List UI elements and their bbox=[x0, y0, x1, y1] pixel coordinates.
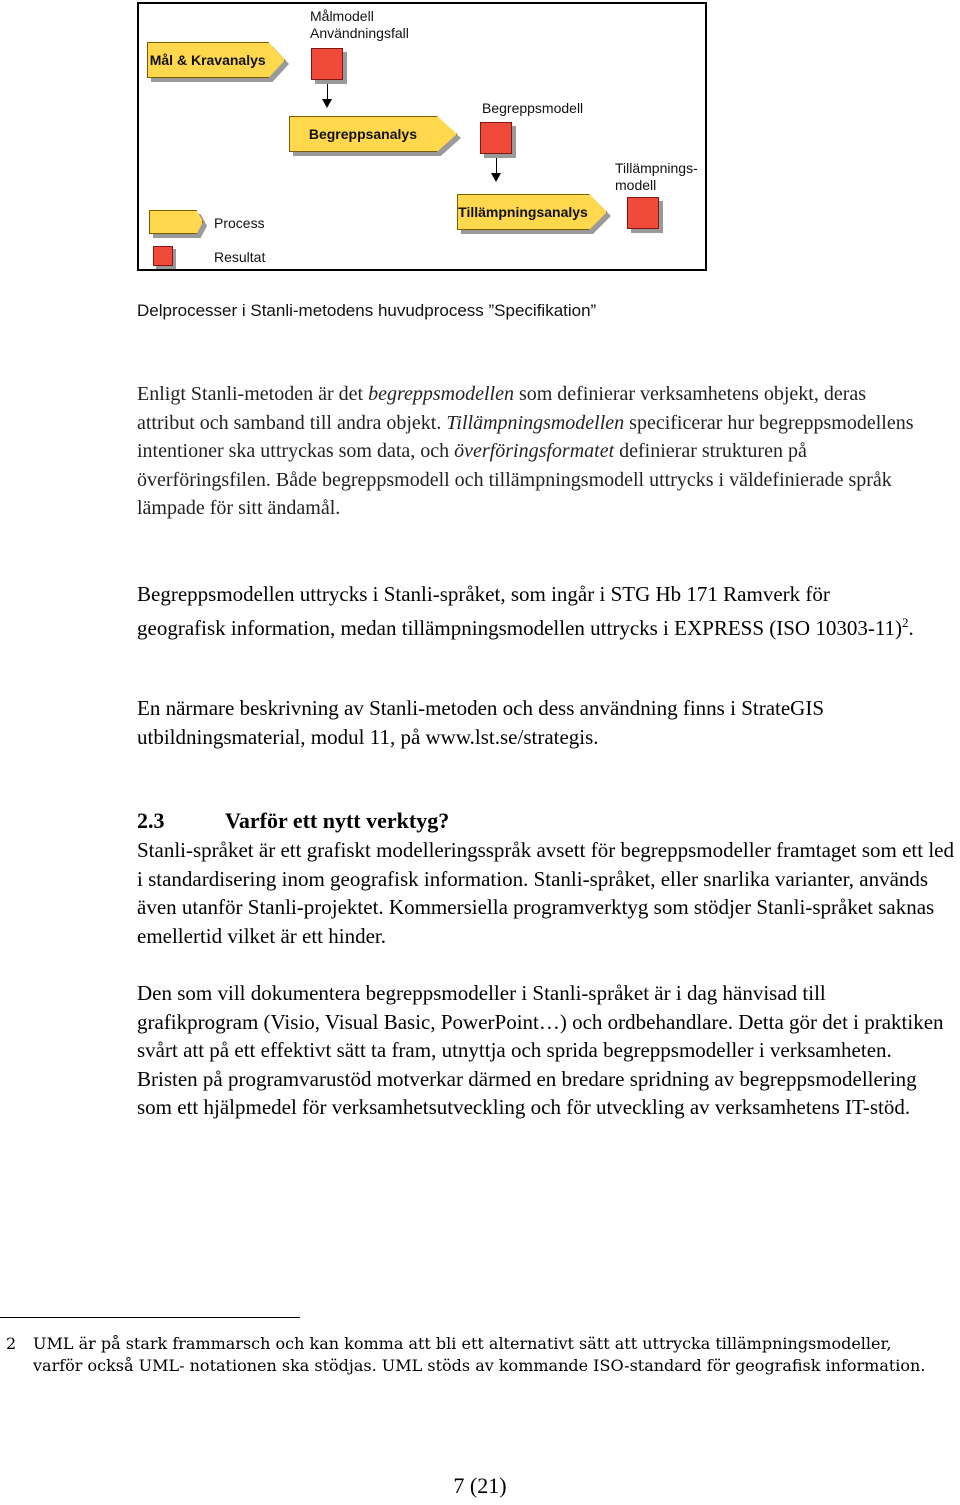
process-diagram bbox=[137, 2, 707, 271]
paragraph-3: En närmare beskrivning av Stanli-metoden och dess användning finns i StrateGIS utbildningsmaterial, modul 11, på www.lst.se/strategis. bbox=[137, 696, 825, 749]
process-begreppsanalys-label: Begreppsanalys bbox=[308, 126, 417, 142]
p1-text-3: specificerar hur begreppsmodellens intentioner ska uttryckas som data, och bbox=[137, 411, 914, 462]
paragraph-4: Stanli-språket är ett grafiskt modelleringsspråk avsett för begreppsmodeller framtaget som ett led i standardisering inom geografisk information. Stanli-språket, eller snarlika varianter, används även utanför Stanli-projektet. Kommersiella programverktyg som stödjer Stanli-språket saknas emellertid vilket är ett hinder. bbox=[137, 838, 954, 948]
result-malmodell bbox=[311, 48, 343, 80]
p1-text-4: definierar strukturen på överföringsfilen. Både begreppsmodell och tillämpningsmodell uttrycks i väldefinierade språk lämpade för sitt ändamål. bbox=[137, 440, 892, 519]
paragraph-1 bbox=[137, 380, 917, 523]
p1-text-1: Enligt Stanli-metoden är det bbox=[137, 383, 369, 405]
p1-italic-3: överföringsformatet bbox=[454, 440, 615, 462]
label-tillampningsmodell-1: Tillämpnings- bbox=[615, 160, 698, 176]
p2-end: . bbox=[908, 615, 914, 640]
p1-italic-1: begreppsmodellen bbox=[368, 383, 514, 405]
page-number: 7 (21) bbox=[453, 1473, 507, 1498]
section-number: 2.3 bbox=[137, 808, 165, 833]
process-mal-kravanalys bbox=[147, 42, 285, 78]
footnote-text: UML är på stark frammarsch och kan komma att bli ett alternativt sätt att uttrycka tillämpningsmodeller, varför också UML- notationen ska stödjas. UML stöds av kommande ISO-standard för geografisk information. bbox=[33, 1334, 926, 1375]
paragraph-5: Den som vill dokumentera begreppsmodeller i Stanli-språket är i dag hänvisad till grafikprogram (Visio, Visual Basic, PowerPoint…) och ordbehandlare. Detta gör det i praktiken svårt att på ett effektivt sätt ta fram, utnyttja och sprida begreppsmodeller i verksamheten. Bristen på programvarustöd motverkar därmed en bredare spridning av begreppsmodellering som ett hjälpmedel för verksamhetsutveckling och för utveckling av verksamhetens IT-stöd. bbox=[137, 981, 944, 1119]
figure-caption: Delprocesser i Stanli-metodens huvudprocess ”Specifikation” bbox=[137, 301, 597, 320]
arrow-down-icon bbox=[491, 173, 501, 182]
section-heading bbox=[137, 808, 449, 834]
label-anvandningsfall: Användningsfall bbox=[310, 25, 409, 41]
label-malmodell: Målmodell bbox=[310, 8, 374, 24]
process-tillampningsanalys-label: Tillämpningsanalys bbox=[458, 204, 588, 220]
connector-2 bbox=[496, 158, 497, 174]
label-tillampningsmodell-2: modell bbox=[615, 177, 657, 193]
arrow-down-icon bbox=[322, 99, 332, 108]
legend-process-symbol bbox=[149, 210, 203, 234]
legend-result-label: Resultat bbox=[214, 249, 266, 265]
p1-text-2: som definierar verksamhetens objekt, deras attribut och samband till andra objekt. bbox=[137, 383, 867, 434]
p2-text: Begreppsmodellen uttrycks i Stanli-språket, som ingår i STG Hb 171 Ramverk för geografisk information, medan tillämpningsmodellen uttrycks i EXPRESS (ISO 10303-11) bbox=[137, 582, 903, 640]
process-tillampningsanalys bbox=[457, 194, 607, 230]
p1-italic-2: Tillämpningsmodellen bbox=[446, 411, 625, 434]
process-mal-kravanalys-label: Mål & Kravanalys bbox=[149, 52, 266, 68]
result-begreppsmodell bbox=[480, 122, 512, 154]
footnote-ref: 2 bbox=[902, 614, 909, 630]
paragraph-2 bbox=[137, 580, 917, 642]
section-title: Varför ett nytt verktyg? bbox=[225, 808, 450, 833]
legend-result-symbol bbox=[153, 246, 173, 266]
process-begreppsanalys bbox=[289, 116, 457, 152]
result-tillampningsmodell bbox=[627, 197, 659, 229]
footnote-rule bbox=[0, 1317, 300, 1318]
connector-1 bbox=[327, 84, 328, 100]
label-begreppsmodell: Begreppsmodell bbox=[482, 100, 584, 116]
footnote-number: 2 bbox=[6, 1334, 17, 1353]
legend-process-label: Process bbox=[214, 215, 265, 231]
